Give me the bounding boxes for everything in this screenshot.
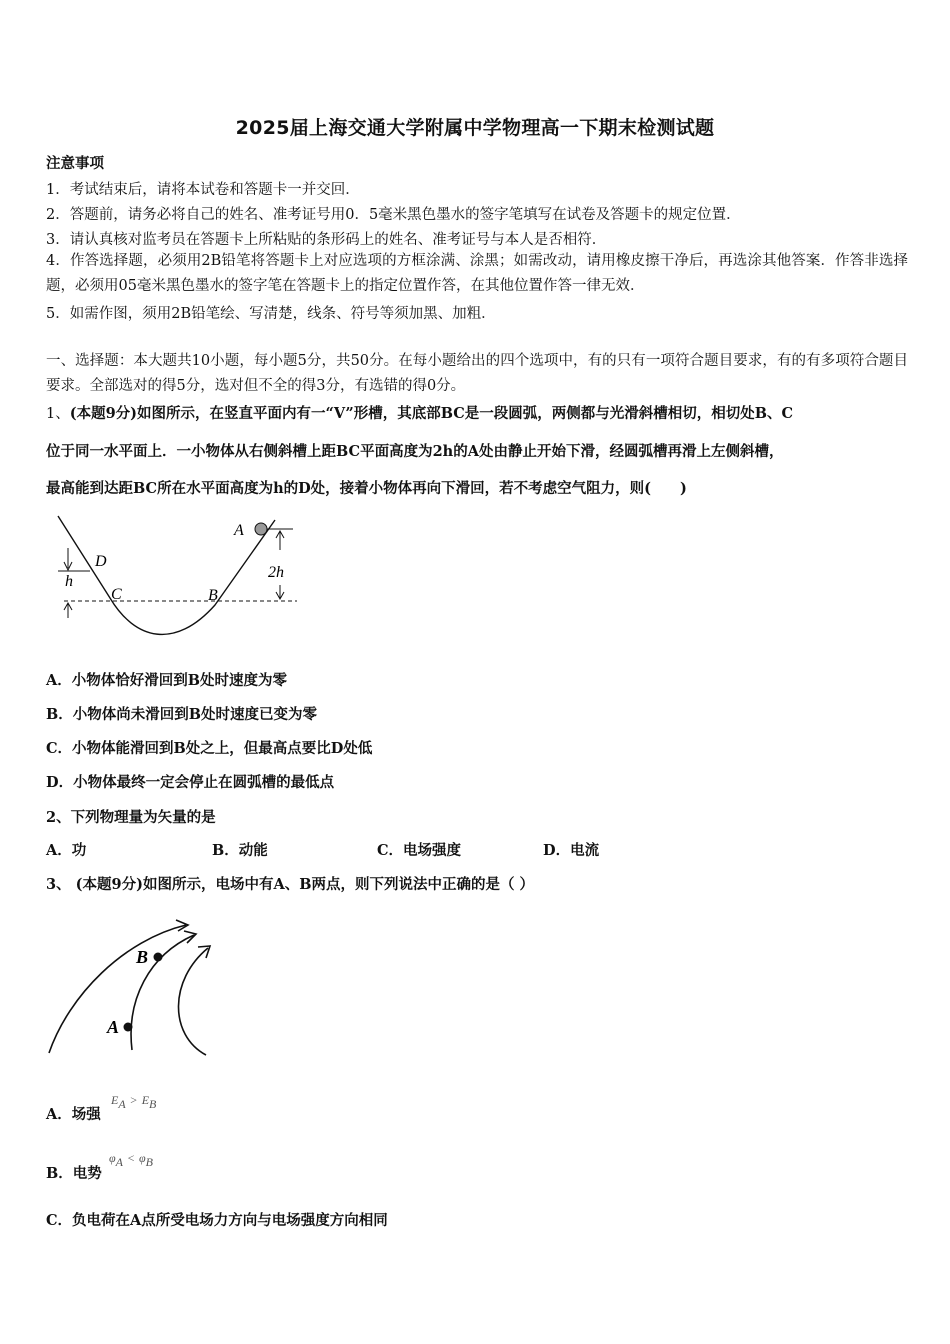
point-a (124, 1023, 133, 1032)
q3-option-b-math (109, 1150, 153, 1170)
notice-item: 1．考试结束后，请将本试卷和答题卡一并交回． (46, 182, 360, 198)
q1-option-b: B．小物体尚未滑回到B处时速度已变为零 (46, 706, 318, 723)
page-title: 2025届上海交通大学附属中学物理高一下期末检测试题 (235, 117, 715, 139)
q2-option-b: B．动能 (212, 842, 268, 859)
question-3-stem: 3、 (本题9分)如图所示，电场中有A、B两点，则下列说法中正确的是（ ） (46, 876, 534, 893)
notice-item: 5．如需作图，须用2B铅笔绘、写清楚，线条、符号等须加黑、加粗． (46, 306, 496, 322)
q1-option-a: A．小物体恰好滑回到B处时速度为零 (46, 672, 288, 689)
q1-option-d: D．小物体最终一定会停止在圆弧槽的最低点 (46, 774, 335, 791)
q3-option-a-math (111, 1092, 156, 1112)
small-object-ball (255, 523, 267, 535)
q3-option-a (46, 1103, 101, 1124)
question-text-line: (本题9分)如图所示，在竖直平面内有一“V”形槽，其底部BC是一段圆弧，两侧都与光滑斜槽相切，相切处B、C (69, 405, 794, 422)
option-label: B．电势 (46, 1165, 102, 1182)
label-a: A (234, 522, 244, 539)
label-d: D (95, 553, 107, 570)
question-text-line: 位于同一水平面上．一小物体从右侧斜槽上距BC平面高度为2h的A处由静止开始下滑，经圆弧槽再滑上左侧斜槽， (46, 443, 784, 460)
question-2-stem: 2、下列物理量为矢量的是 (46, 809, 216, 826)
label-h: h (65, 573, 73, 590)
question-number: 1、 (46, 406, 70, 422)
question-1-stem (46, 402, 793, 423)
label-a: A (107, 1017, 120, 1037)
q2-option-d: D．电流 (543, 842, 600, 859)
option-label: A．场强 (46, 1106, 101, 1123)
electric-field-diagram (44, 915, 224, 1060)
v-groove-diagram (50, 510, 310, 645)
q2-option-a: A．功 (46, 842, 87, 859)
math-subscript: A (118, 1096, 126, 1111)
math-symbol: E (111, 1093, 119, 1107)
notice-item: 2．答题前，请务必将自己的姓名、准考证号用0．5毫米黑色墨水的签字笔填写在试卷及答题卡的规定位置． (46, 207, 741, 223)
notice-item: 4．作答选择题，必须用2B铅笔将答题卡上对应选项的方框涂满、涂黑；如需改动，请用橡皮擦干净后，再选涂其他答案．作答非选择题，必须用05毫米黑色墨水的签字笔在答题卡上的指定位置作答，在其他位置作答一律无效． (46, 253, 908, 294)
label-b: B (208, 587, 218, 604)
question-text-line: 最高能到达距BC所在水平面高度为h的D处，接着小物体再向下滑回，若不考虑空气阻力，则( ) (46, 480, 687, 497)
notice-heading: 注意事项 (46, 155, 104, 172)
section-heading: 一、选择题：本大题共10小题，每小题5分，共50分。在每小题给出的四个选项中，有的只有一项符合题目要求，有的有多项符合题目要求。全部选对的得5分，选对但不全的得3分，有选错的得0分。 (46, 353, 908, 394)
label-c: C (111, 586, 122, 603)
label-2h: 2h (268, 564, 284, 581)
notice-item: 3．请认真核对监考员在答题卡上所粘贴的条形码上的姓名、准考证号与本人是否相符． (46, 232, 607, 248)
math-symbol: φ (109, 1151, 116, 1165)
math-subscript: B (149, 1096, 157, 1111)
math-subscript: B (145, 1154, 153, 1169)
math-symbol: E (141, 1093, 150, 1107)
field-line (178, 948, 208, 1055)
q3-option-c: C．负电荷在A点所受电场力方向与电场强度方向相同 (46, 1212, 388, 1229)
math-operator: > (130, 1093, 138, 1107)
math-operator: < (127, 1151, 135, 1165)
math-symbol: φ (138, 1151, 146, 1165)
label-b: B (136, 947, 149, 967)
point-b (154, 953, 163, 962)
q3-option-b (46, 1162, 102, 1183)
q2-option-c: C．电场强度 (377, 842, 462, 859)
q1-option-c: C．小物体能滑回到B处之上，但最高点要比D处低 (46, 740, 373, 757)
math-subscript: A (115, 1154, 123, 1169)
